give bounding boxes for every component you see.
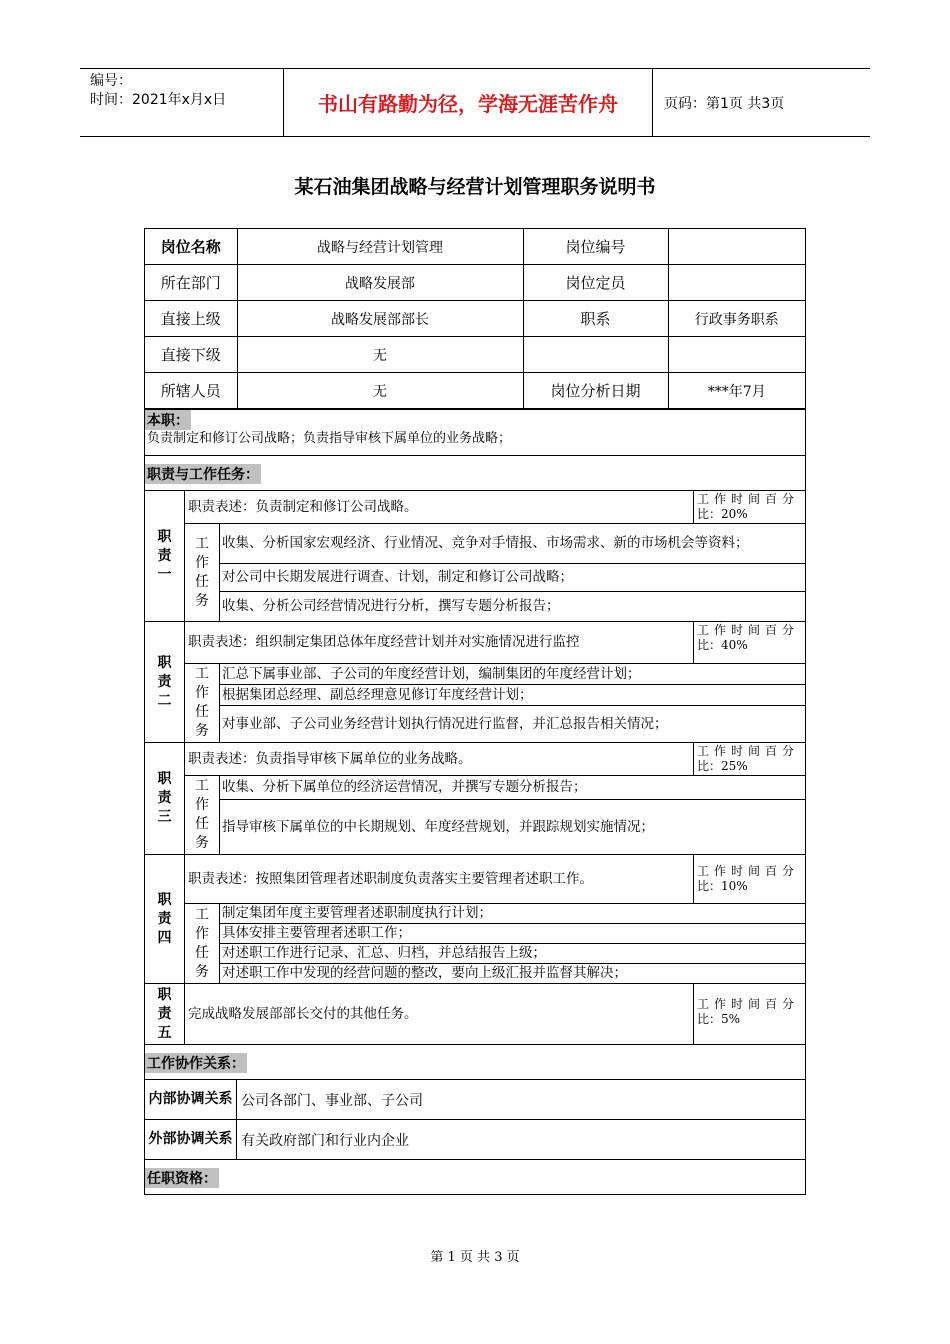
internal-coordination-label: 内部协调关系: [145, 1080, 237, 1119]
basic-info-table: [145, 229, 805, 409]
pct-prefix: 工作时间百分: [697, 623, 800, 637]
header-left: [80, 69, 283, 136]
task-label: [185, 664, 220, 742]
duty-description-row: [185, 491, 805, 524]
duty-label-text: 职责五: [157, 986, 172, 1041]
duty-body: [185, 491, 805, 621]
pct-value: 比：10%: [697, 879, 748, 893]
value-position-code: [668, 229, 805, 265]
task-group: [185, 904, 805, 983]
task-label: [185, 776, 220, 854]
duty-description: 职责表述：负责指导审核下属单位的业务战略。: [188, 750, 472, 767]
pct-value: 比：25%: [697, 759, 748, 773]
label-direct-superior: 直接上级: [145, 301, 237, 337]
task-item: 收集、分析国家宏观经济、行业情况、竞争对手情报、市场需求、新的市场机会等资料；: [220, 524, 805, 564]
duty-block: [145, 854, 805, 983]
cooperation-section-header: [145, 1044, 805, 1079]
task-label: [185, 904, 220, 983]
duty-label: [145, 491, 185, 621]
task-group: [185, 776, 805, 854]
label-analysis-date: 岗位分析日期: [523, 373, 668, 409]
duty-body: [185, 743, 805, 854]
time-percentage: [693, 743, 805, 775]
time-percentage: [693, 984, 805, 1044]
core-duty-section: [145, 409, 805, 455]
page-footer: 第 1 页 共 3 页: [430, 1250, 520, 1265]
duty-block: [145, 621, 805, 742]
duty-body: [185, 984, 805, 1044]
doc-number-label: 编号：: [90, 73, 132, 89]
page-header: [80, 68, 870, 137]
task-item: 对公司中长期发展进行调查、计划，制定和修订公司战略；: [220, 564, 805, 592]
duty-body: [185, 622, 805, 742]
task-item: 根据集团总经理、副总经理意见修订年度经营计划；: [220, 685, 805, 706]
task-item: 对事业部、子公司业务经营计划执行情况进行监督，并汇总报告相关情况；: [222, 715, 668, 732]
label-headcount: 岗位定员: [523, 265, 668, 301]
header-motto: 书山有路勤为径，学海无涯苦作舟: [283, 69, 653, 136]
duty-body: [185, 855, 805, 983]
info-row: [145, 229, 805, 265]
external-coordination-label: 外部协调关系: [145, 1120, 237, 1159]
time-percentage: [693, 622, 805, 663]
task-label-text: 工作任务: [195, 906, 209, 980]
empty-cell: [523, 337, 668, 373]
duty-description: 职责表述：负责制定和修订公司战略。: [188, 498, 418, 515]
task-item: 汇总下属事业部、子公司的年度经营计划，编制集团的年度经营计划；: [220, 664, 805, 685]
task-group: [185, 524, 805, 621]
empty-cell: [668, 337, 805, 373]
core-duty-text: 负责制定和修订公司战略；负责指导审核下属单位的业务战略；: [147, 431, 512, 446]
task-list: [220, 904, 805, 983]
external-coordination-row: [145, 1119, 805, 1159]
task-item: 制定集团年度主要管理者述职制度执行计划；: [220, 904, 805, 924]
internal-coordination-row: [145, 1079, 805, 1119]
task-item: 对述职工作中发现的经营问题的整改，要向上级汇报并监督其解决；: [222, 965, 627, 981]
label-position-name: 岗位名称: [145, 229, 237, 265]
task-group: [185, 664, 805, 742]
task-item: 对述职工作进行记录、汇总、归档，并总结报告上级；: [220, 944, 805, 964]
task-label-text: 工作任务: [195, 535, 209, 609]
task-item: 收集、分析公司经营情况进行分析，撰写专题分析报告；: [222, 598, 560, 614]
task-label-text: 工作任务: [195, 666, 209, 739]
section-label: 本职：: [145, 410, 191, 430]
label-department: 所在部门: [145, 265, 237, 301]
label-staff-under: 所辖人员: [145, 373, 237, 409]
task-item: 收集、分析下属单位的经济运营情况，并撰写专题分析报告；: [220, 776, 805, 800]
duty-description-row: [185, 855, 805, 904]
task-item: 指导审核下属单位的中长期规划、年度经营规划，并跟踪规划实施情况；: [222, 818, 654, 835]
task-list: [220, 776, 805, 854]
info-row: [145, 373, 805, 409]
duty-description: 完成战略发展部部长交付的其他任务。: [188, 1005, 418, 1022]
duty-description-row: [185, 984, 805, 1044]
pct-value: 比：20%: [697, 507, 748, 521]
duties-section-header: [145, 455, 805, 490]
section-label: 任职资格：: [145, 1168, 219, 1188]
time-percentage: [693, 491, 805, 523]
pct-prefix: 工作时间百分: [697, 744, 800, 758]
value-job-family: 行政事务职系: [668, 301, 805, 337]
pct-prefix: 工作时间百分: [697, 492, 800, 506]
task-item: 具体安排主要管理者述职工作；: [220, 924, 805, 944]
duty-block: [145, 983, 805, 1044]
duty-label: [145, 984, 185, 1044]
value-analysis-date: ***年7月: [668, 373, 805, 409]
qualification-section-header: [145, 1159, 805, 1194]
duty-label: [145, 855, 185, 983]
value-direct-subordinate: 无: [237, 337, 523, 373]
label-direct-subordinate: 直接下级: [145, 337, 237, 373]
task-list: [220, 524, 805, 621]
task-label-text: 工作任务: [195, 778, 209, 851]
duty-block: [145, 490, 805, 621]
internal-coordination-value: 公司各部门、事业部、子公司: [241, 1092, 423, 1109]
duty-label: [145, 743, 185, 854]
pct-value: 比：40%: [697, 638, 748, 652]
duty-description: 职责表述：按照集团管理者述职制度负责落实主要管理者述职工作。: [188, 870, 593, 887]
value-direct-superior: 战略发展部部长: [237, 301, 523, 337]
job-description-table: [144, 228, 806, 1195]
section-label: 职责与工作任务：: [145, 464, 261, 484]
duty-description-row: [185, 743, 805, 776]
label-job-family: 职系: [523, 301, 668, 337]
external-coordination-value: 有关政府部门和行业内企业: [241, 1132, 409, 1149]
document-title: 某石油集团战略与经营计划管理职务说明书: [294, 176, 656, 198]
task-label: [185, 524, 220, 621]
duty-label-text: 职责一: [157, 528, 172, 583]
info-row: [145, 337, 805, 373]
duty-label: [145, 622, 185, 742]
duty-label-text: 职责四: [157, 891, 172, 946]
duty-description: 职责表述：组织制定集团总体年度经营计划并对实施情况进行监控: [188, 634, 580, 650]
pct-value: 比：5%: [697, 1012, 741, 1026]
pct-prefix: 工作时间百分: [697, 864, 800, 878]
section-label: 工作协作关系：: [145, 1053, 247, 1073]
duty-label-text: 职责二: [157, 654, 172, 709]
task-list: [220, 664, 805, 742]
duty-label-text: 职责三: [157, 771, 172, 825]
value-headcount: [668, 265, 805, 301]
info-row: [145, 265, 805, 301]
doc-time-label: 时间：2021年x月x日: [90, 92, 227, 108]
label-position-code: 岗位编号: [523, 229, 668, 265]
value-position-name: 战略与经营计划管理: [237, 229, 523, 265]
header-page-number: 页码：第1页 共3页: [664, 95, 785, 112]
time-percentage: [693, 855, 805, 903]
value-staff-under: 无: [237, 373, 523, 409]
duty-description-row: [185, 622, 805, 664]
value-department: 战略发展部: [237, 265, 523, 301]
duty-block: [145, 742, 805, 854]
pct-prefix: 工作时间百分: [697, 997, 800, 1011]
info-row: [145, 301, 805, 337]
